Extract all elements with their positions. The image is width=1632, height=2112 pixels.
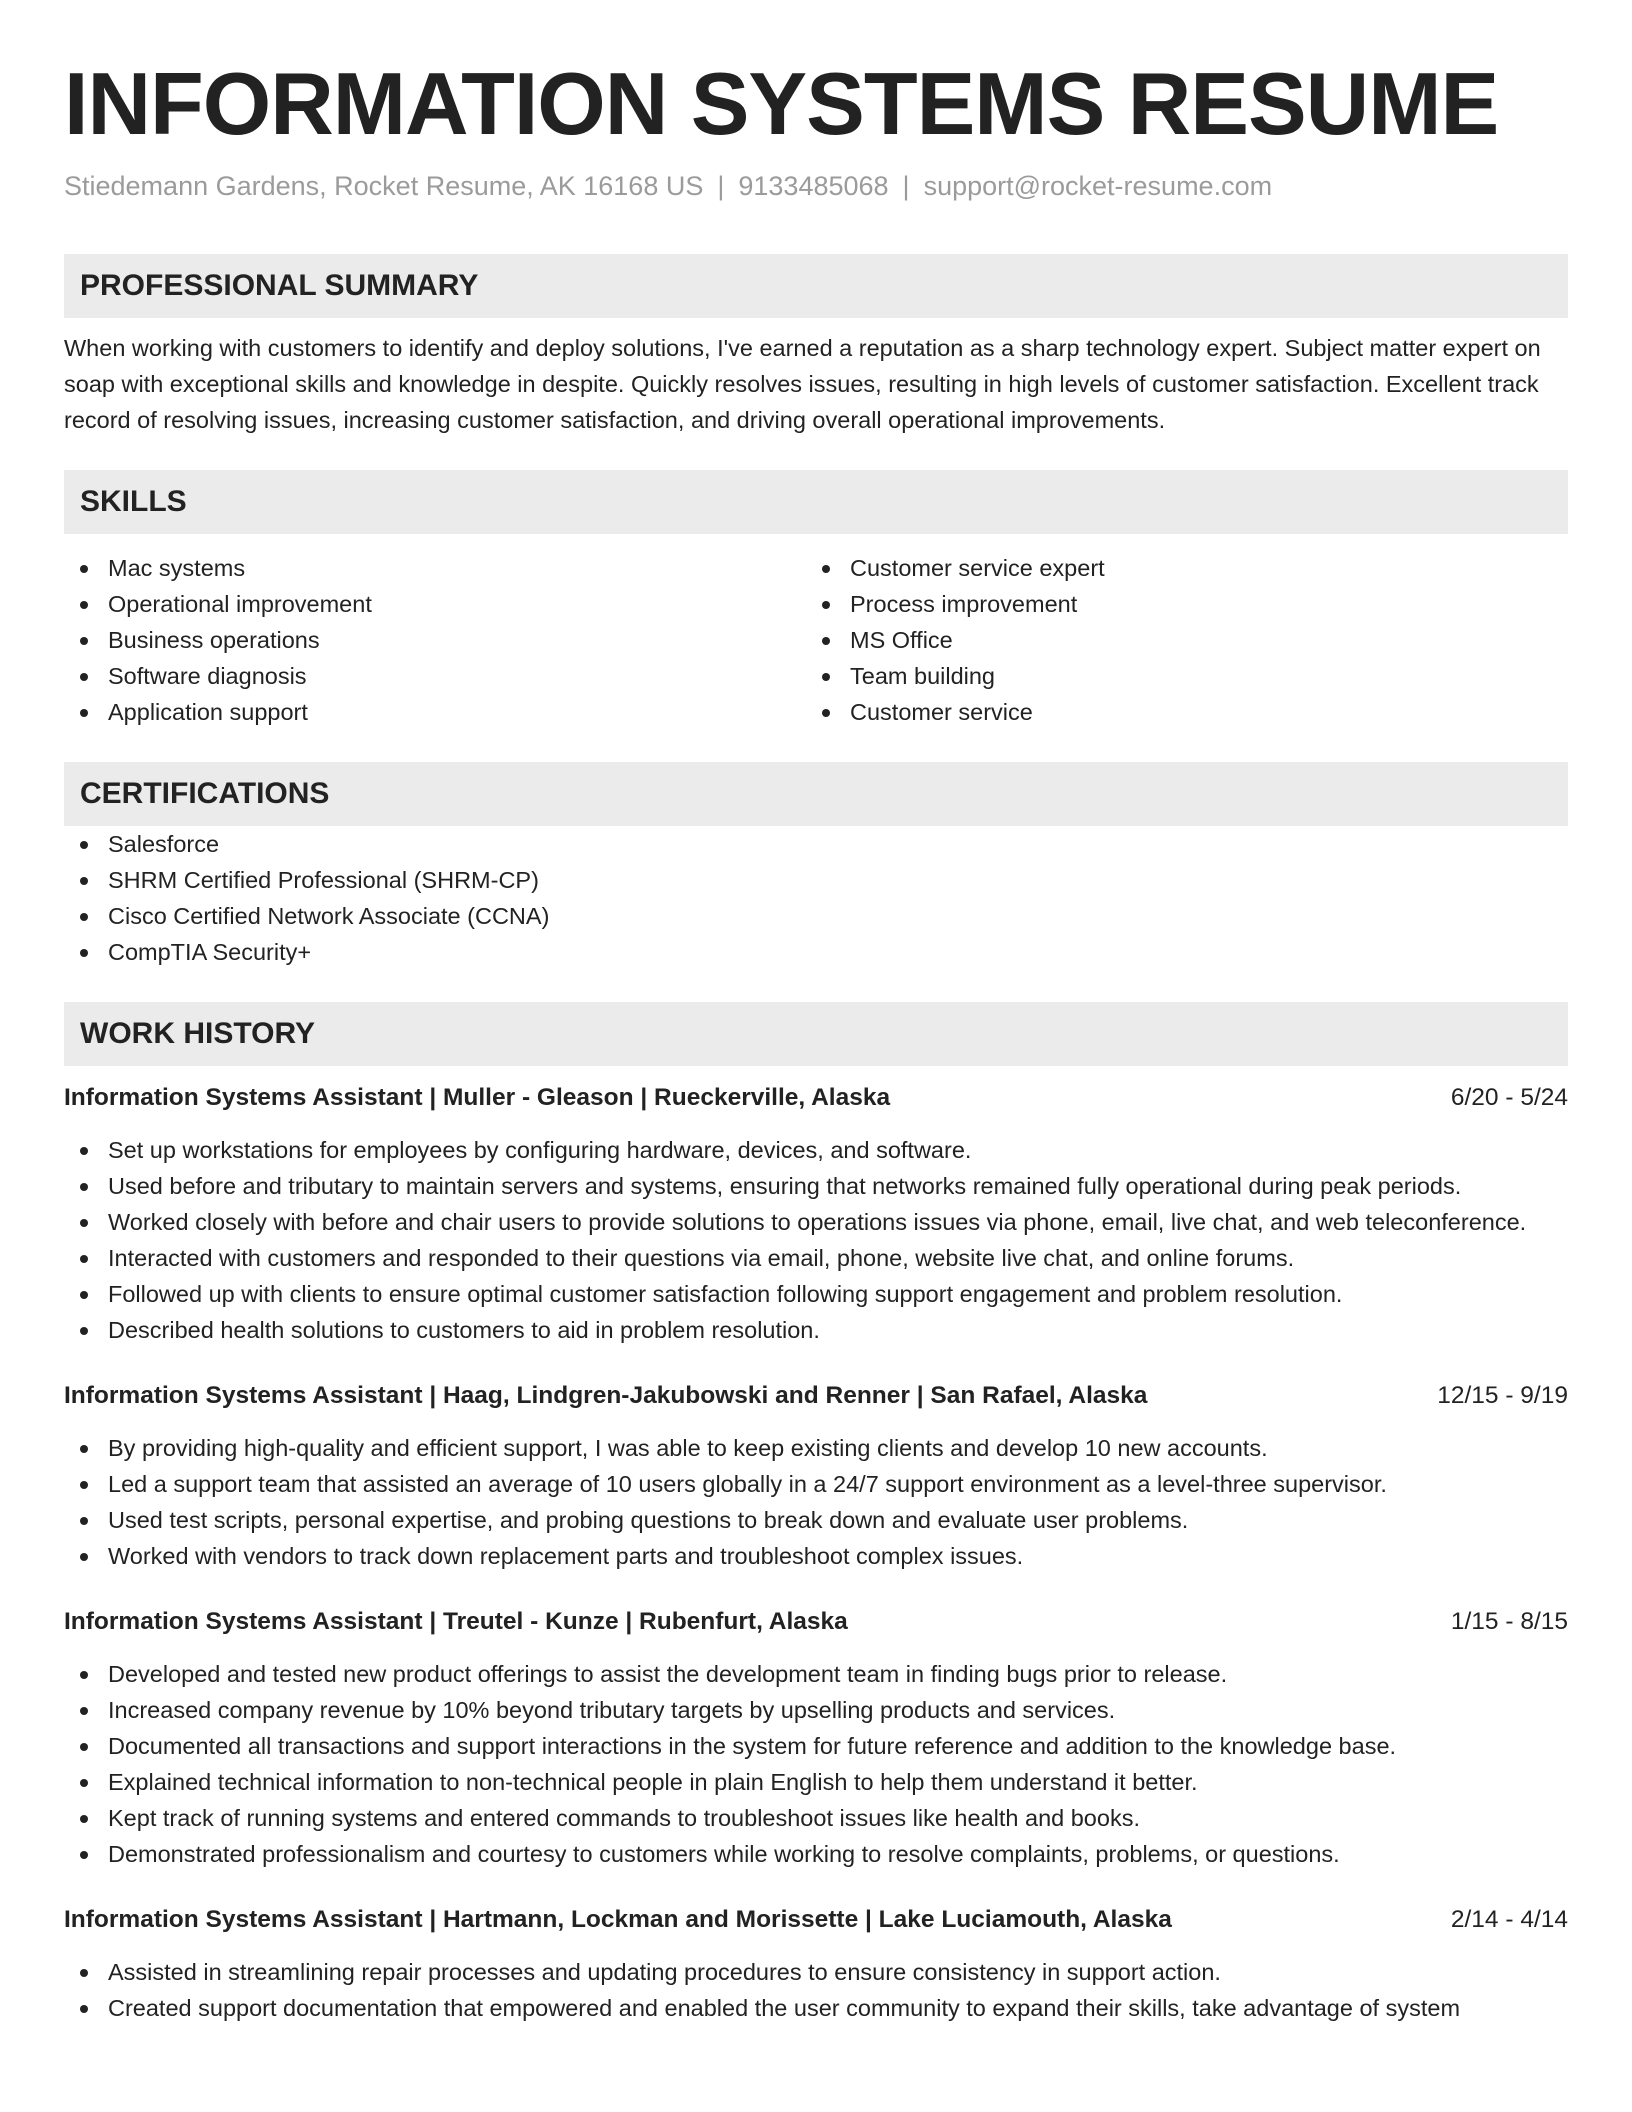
resume-title: INFORMATION SYSTEMS RESUME <box>64 54 1499 153</box>
job-entry <box>64 1604 1568 1872</box>
skill-item: Customer service expert <box>806 550 1548 586</box>
job-title: Information Systems Assistant | Haag, Lindgren-Jakubowski and Renner | San Rafael, Alaska <box>64 1382 1148 1409</box>
job-bullet: Increased company revenue by 10% beyond tributary targets by upselling products and services. <box>64 1692 1568 1728</box>
job-bullets <box>64 1430 1568 1574</box>
job-header <box>64 1604 1568 1640</box>
skills-list-right <box>806 550 1548 730</box>
skill-item: MS Office <box>806 622 1548 658</box>
job-bullet: Assisted in streamlining repair processes and updating procedures to ensure consistency in support action. <box>64 1954 1568 1990</box>
job-dates: 6/20 - 5/24 <box>1450 1084 1568 1111</box>
job-bullet: Interacted with customers and responded to their questions via email, phone, website live chat, and online forums. <box>64 1240 1568 1276</box>
job-bullet: Led a support team that assisted an average of 10 users globally in a 24/7 support environment as a level-three supervisor. <box>64 1466 1568 1502</box>
job-entry <box>64 1080 1568 1348</box>
contact-phone: 9133485068 <box>738 171 889 201</box>
skills-heading: SKILLS <box>64 470 1568 534</box>
contact-separator: | <box>902 171 910 201</box>
certification-item: Cisco Certified Network Associate (CCNA) <box>64 898 1568 934</box>
contact-address: Stiedemann Gardens, Rocket Resume, AK 16168 US <box>64 171 704 201</box>
certification-item: CompTIA Security+ <box>64 934 1568 970</box>
skill-item: Application support <box>64 694 806 730</box>
contact-line <box>64 168 1568 204</box>
certification-item: SHRM Certified Professional (SHRM-CP) <box>64 862 1568 898</box>
job-bullets <box>64 1954 1568 2026</box>
certification-item: Salesforce <box>64 826 1568 862</box>
job-bullet: Developed and tested new product offerings to assist the development team in finding bugs prior to release. <box>64 1656 1568 1692</box>
resume-page <box>64 54 1568 2026</box>
skills-list-left <box>64 550 806 730</box>
certifications-heading: CERTIFICATIONS <box>64 762 1568 826</box>
skill-item: Business operations <box>64 622 806 658</box>
job-bullet: Demonstrated professionalism and courtesy to customers while working to resolve complaints, problems, or questions. <box>64 1836 1568 1872</box>
job-bullets <box>64 1132 1568 1348</box>
contact-email[interactable]: support@rocket-resume.com <box>923 171 1273 201</box>
job-title: Information Systems Assistant | Muller - Gleason | Rueckerville, Alaska <box>64 1084 891 1111</box>
job-bullets <box>64 1656 1568 1872</box>
job-bullet: Kept track of running systems and entered commands to troubleshoot issues like health and books. <box>64 1800 1568 1836</box>
job-bullet: Documented all transactions and support interactions in the system for future reference and addition to the knowledge base. <box>64 1728 1568 1764</box>
job-bullet: Set up workstations for employees by configuring hardware, devices, and software. <box>64 1132 1568 1168</box>
contact-separator: | <box>717 171 725 201</box>
job-bullet: Worked with vendors to track down replacement parts and troubleshoot complex issues. <box>64 1538 1568 1574</box>
summary-heading: PROFESSIONAL SUMMARY <box>64 254 1568 318</box>
job-bullet: Described health solutions to customers to aid in problem resolution. <box>64 1312 1568 1348</box>
certifications-list <box>64 826 1568 970</box>
job-header <box>64 1902 1568 1938</box>
job-dates: 1/15 - 8/15 <box>1450 1608 1568 1635</box>
skill-item: Process improvement <box>806 586 1548 622</box>
job-header <box>64 1080 1568 1116</box>
job-bullet: Used test scripts, personal expertise, and probing questions to break down and evaluate user problems. <box>64 1502 1568 1538</box>
job-bullet: Explained technical information to non-technical people in plain English to help them understand it better. <box>64 1764 1568 1800</box>
work-history-heading: WORK HISTORY <box>64 1002 1568 1066</box>
job-entry <box>64 1902 1568 2026</box>
job-header <box>64 1378 1568 1414</box>
skill-item: Operational improvement <box>64 586 806 622</box>
skill-item: Mac systems <box>64 550 806 586</box>
summary-text: When working with customers to identify and deploy solutions, I've earned a reputation as a sharp technology expert. Subject matter expert on soap with exceptional skills and knowledge in despite. Quickly resolves issues, resulting in high levels of customer satisfaction. Excellent track record of resolving issues, increasing customer satisfaction, and driving overall operational improvements. <box>64 335 1541 433</box>
job-bullet: By providing high-quality and efficient support, I was able to keep existing clients and develop 10 new accounts. <box>64 1430 1568 1466</box>
job-bullet: Created support documentation that empowered and enabled the user community to expand their skills, take advantage of system <box>64 1990 1568 2026</box>
job-bullet: Worked closely with before and chair users to provide solutions to operations issues via phone, email, live chat, and web teleconference. <box>64 1204 1568 1240</box>
skills-grid <box>64 550 1568 730</box>
job-dates: 2/14 - 4/14 <box>1450 1906 1568 1933</box>
job-dates: 12/15 - 9/19 <box>1437 1382 1568 1409</box>
job-bullet: Followed up with clients to ensure optimal customer satisfaction following support engagement and problem resolution. <box>64 1276 1568 1312</box>
job-title: Information Systems Assistant | Treutel - Kunze | Rubenfurt, Alaska <box>64 1608 848 1635</box>
job-entry <box>64 1378 1568 1574</box>
job-bullet: Used before and tributary to maintain servers and systems, ensuring that networks remained fully operational during peak periods. <box>64 1168 1568 1204</box>
skill-item: Team building <box>806 658 1548 694</box>
skill-item: Software diagnosis <box>64 658 806 694</box>
job-title: Information Systems Assistant | Hartmann, Lockman and Morissette | Lake Luciamouth, Alaska <box>64 1906 1172 1933</box>
skill-item: Customer service <box>806 694 1548 730</box>
